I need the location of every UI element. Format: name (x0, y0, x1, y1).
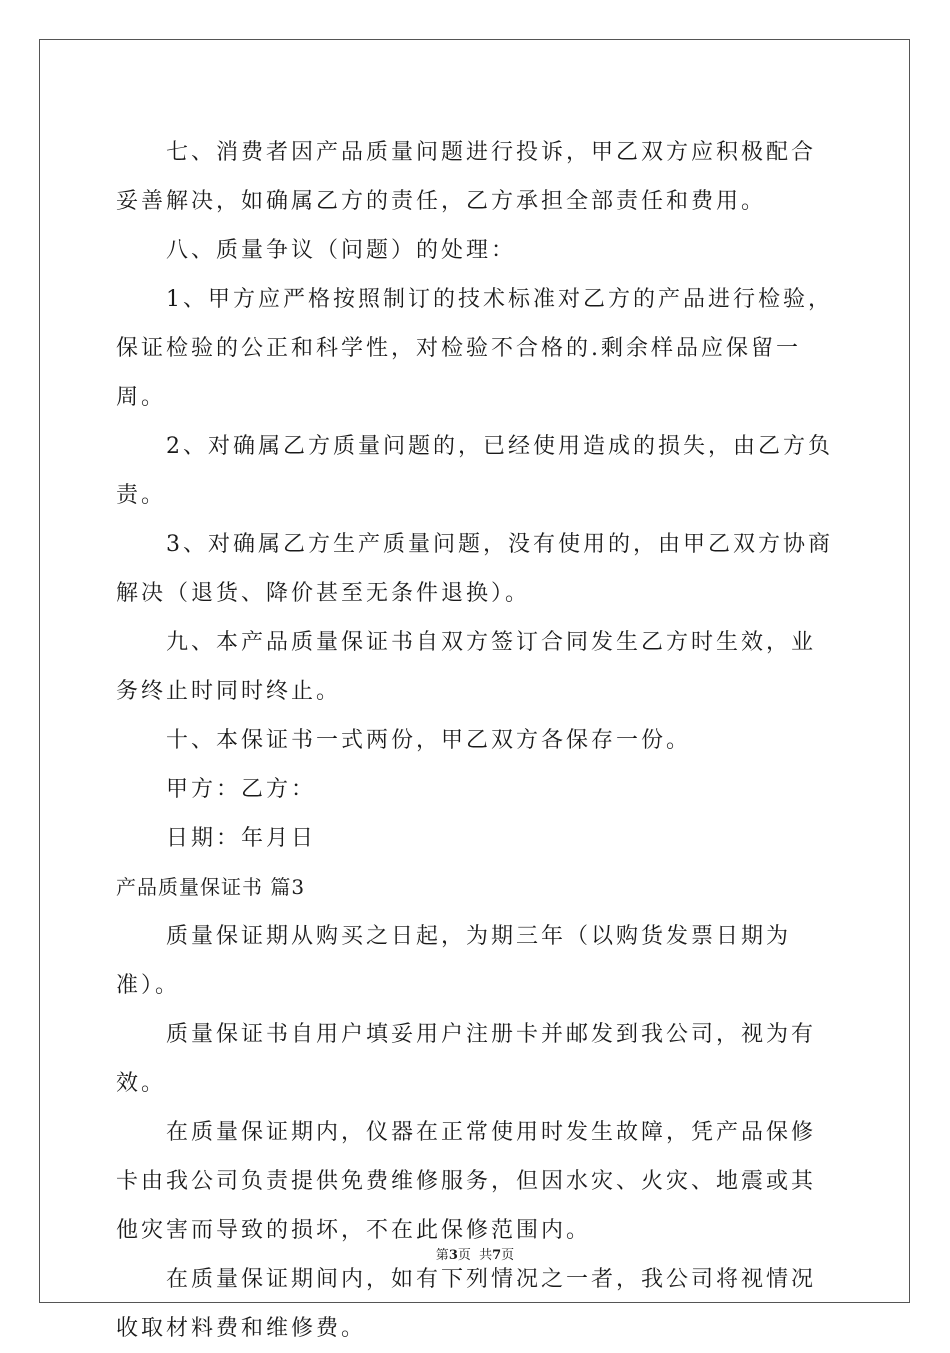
footer-total-pages: 7 (492, 1248, 502, 1263)
paragraph: 2、对确属乙方质量问题的，已经使用造成的损失，由乙方负责。 (116, 434, 833, 508)
paragraph: 日期：年月日 (166, 826, 317, 851)
paragraph: 十、本保证书一式两份，甲乙双方各保存一份。 (166, 728, 692, 753)
paragraph: 1、甲方应严格按照制订的技术标准对乙方的产品进行检验，保证检验的公正和科学性，对检验不合格的.剩余样品应保留一周。 (116, 287, 833, 410)
paragraph: 在质量保证期内，仪器在正常使用时发生故障，凭产品保修卡由我公司负责提供免费维修服务，但因水灾、火灾、地震或其他灾害而导致的损坏，不在此保修范围内。 (116, 1120, 817, 1243)
paragraph: 在质量保证期间内，如有下列情况之一者，我公司将视情况收取材料费和维修费。 (116, 1267, 817, 1341)
document-body (116, 128, 836, 1353)
paragraph: 质量保证期从购买之日起，为期三年（以购货发票日期为准）。 (116, 924, 792, 998)
paragraph: 3、对确属乙方生产质量问题，没有使用的，由甲乙双方协商解决（退货、降价甚至无条件退换）。 (116, 532, 833, 606)
footer-page-number: 3 (448, 1248, 458, 1263)
footer-mid: 页 共 (457, 1248, 493, 1263)
paragraph: 七、消费者因产品质量问题进行投诉，甲乙双方应积极配合妥善解决，如确属乙方的责任，乙方承担全部责任和费用。 (116, 140, 817, 214)
footer-prefix: 第 (435, 1248, 449, 1263)
paragraph: 九、本产品质量保证书自双方签订合同发生乙方时生效，业务终止时同时终止。 (116, 630, 817, 704)
paragraph: 甲方：乙方： (166, 777, 317, 802)
paragraph: 八、质量争议（问题）的处理： (166, 238, 517, 263)
section-heading: 产品质量保证书 篇3 (116, 875, 306, 899)
footer-suffix: 页 (501, 1248, 515, 1263)
paragraph: 质量保证书自用户填妥用户注册卡并邮发到我公司，视为有效。 (116, 1022, 817, 1096)
page-footer (0, 1244, 950, 1263)
